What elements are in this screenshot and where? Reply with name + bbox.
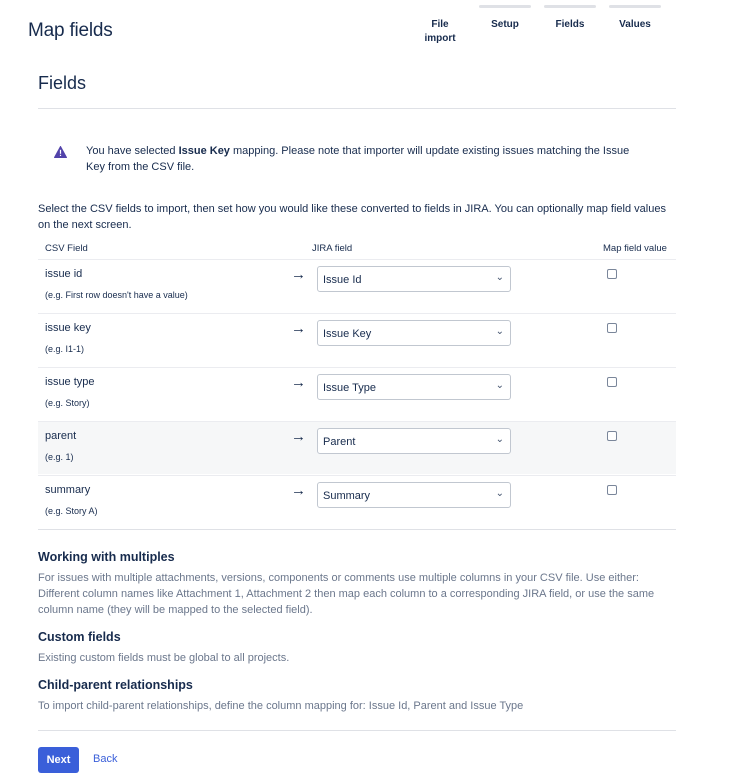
help-multiples-text: For issues with multiple attachments, versions, components or comments use multiple columns in your CSV file. Use either: Different column names like Attachment 1, Attachment 2 then map each column to a corresponding JIRA field, or use the same column name (they will be mapped to the selected field). xyxy=(38,572,655,616)
jira-field-select[interactable]: Issue Type ⌄ xyxy=(317,374,511,400)
next-button[interactable]: Next xyxy=(38,747,79,773)
intro-text: Select the CSV fields to import, then set how you would like these converted to fields in JIRA. You can optionally map field values on the next screen. xyxy=(38,203,666,231)
jira-field-select[interactable]: Issue Key ⌄ xyxy=(317,320,511,346)
step-values: Values xyxy=(605,0,665,32)
arrow-right-icon: → xyxy=(291,320,306,337)
divider xyxy=(38,730,676,731)
table-row xyxy=(38,475,676,528)
page-title: Map fields xyxy=(28,20,113,41)
step-fields: Fields xyxy=(540,0,600,32)
chevron-down-icon: ⌄ xyxy=(495,272,504,283)
chevron-down-icon: ⌄ xyxy=(495,488,504,499)
back-link[interactable]: Back xyxy=(93,753,118,765)
arrow-right-icon: → xyxy=(291,266,306,283)
csv-field-example: (e.g. First row doesn't have a value) xyxy=(45,290,188,300)
csv-field-example: (e.g. Story A) xyxy=(45,506,98,516)
csv-field-example: (e.g. I1-1) xyxy=(45,344,85,354)
chevron-down-icon: ⌄ xyxy=(495,380,504,391)
arrow-right-icon: → xyxy=(291,482,306,499)
header-map-field-value: Map field value xyxy=(603,243,667,254)
table-row xyxy=(38,367,676,420)
step-file-import: File import xyxy=(424,19,456,44)
table-row xyxy=(38,421,676,474)
table-header xyxy=(38,243,678,259)
map-field-value-checkbox[interactable] xyxy=(607,431,617,441)
chevron-down-icon: ⌄ xyxy=(495,326,504,337)
header-csv-field: CSV Field xyxy=(45,243,88,254)
chevron-down-icon: ⌄ xyxy=(495,434,504,445)
help-child-parent-title: Child-parent relationships xyxy=(38,678,193,692)
arrow-right-icon: → xyxy=(291,428,306,445)
warning-triangle-icon xyxy=(54,146,67,158)
step-setup: Setup xyxy=(475,0,535,32)
csv-field-example: (e.g. Story) xyxy=(45,398,90,408)
jira-field-select[interactable]: Parent ⌄ xyxy=(317,428,511,454)
csv-field-example: (e.g. 1) xyxy=(45,452,74,462)
arrow-right-icon: → xyxy=(291,374,306,391)
csv-field-name: issue type xyxy=(45,376,95,388)
help-custom-title: Custom fields xyxy=(38,630,121,644)
csv-field-name: parent xyxy=(45,430,77,442)
warning-text: You have selected Issue Key mapping. Please note that importer will update existing issues matching the Issue Key from the CSV file. xyxy=(86,145,630,173)
divider xyxy=(38,529,676,530)
wizard-steps xyxy=(410,0,670,50)
help-multiples-title: Working with multiples xyxy=(38,550,175,564)
map-field-value-checkbox[interactable] xyxy=(607,323,617,333)
table-row xyxy=(38,313,676,366)
help-child-parent-text: To import child-parent relationships, define the column mapping for: Issue Id, Parent and Issue Type xyxy=(38,700,524,712)
csv-field-name: issue key xyxy=(45,322,91,334)
csv-field-name: summary xyxy=(45,484,91,496)
divider xyxy=(38,108,676,109)
map-field-value-checkbox[interactable] xyxy=(607,269,617,279)
header-jira-field: JIRA field xyxy=(312,243,353,254)
map-field-value-checkbox[interactable] xyxy=(607,485,617,495)
section-title: Fields xyxy=(38,73,87,93)
csv-field-name: issue id xyxy=(45,268,83,280)
map-field-value-checkbox[interactable] xyxy=(607,377,617,387)
jira-field-select[interactable]: Summary ⌄ xyxy=(317,482,511,508)
jira-field-select[interactable]: Issue Id ⌄ xyxy=(317,266,511,292)
help-custom-text: Existing custom fields must be global to all projects. xyxy=(38,652,290,664)
table-row xyxy=(38,259,676,312)
